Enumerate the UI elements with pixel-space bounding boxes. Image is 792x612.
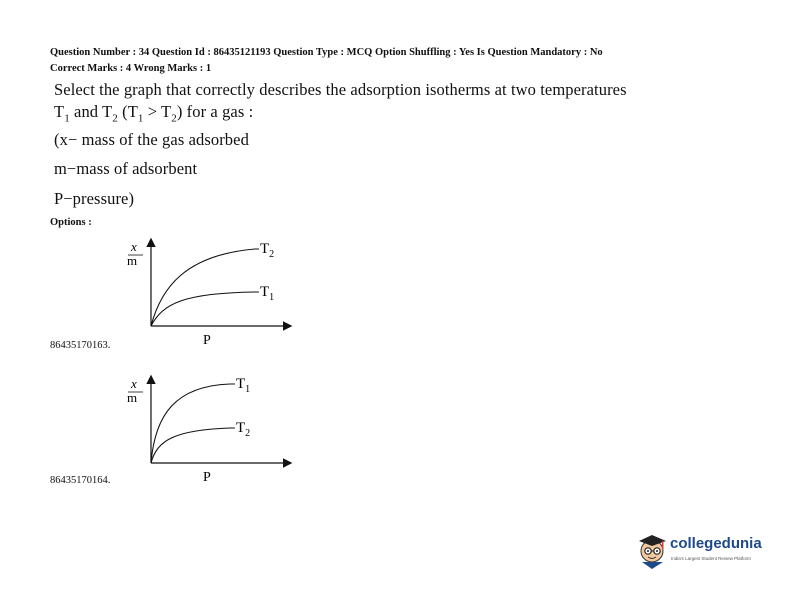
logo-tagline: India's Largest Student Review Platform [671, 556, 751, 561]
y-axis-label-numerator: x [131, 239, 137, 254]
upper-isotherm-curve [151, 384, 230, 463]
question-text-line-5: P−pressure) [54, 189, 135, 208]
lower-curve-label: $T_1$ [260, 284, 275, 303]
question-text-line-1: Select the graph that correctly describes the adsorption isotherms at two temperatures [54, 80, 627, 99]
x-axis-label: P [203, 333, 211, 348]
question-meta-line-1: Question Number : 34 Question Id : 86435121193 Question Type : MCQ Option Shuffling : Yes Is Question Mandatory : No [50, 47, 603, 58]
upper-curve-label: $T_2$ [260, 241, 275, 260]
option-1-graph[interactable] [115, 233, 315, 348]
mascot-icon [636, 531, 670, 571]
upper-isotherm-curve [151, 249, 255, 326]
question-text-line-2: $T_1$ and $T_2$ $(T_1 > T_2)$ for a gas : [54, 102, 254, 125]
lower-isotherm-curve [151, 428, 230, 463]
question-meta-line-2: Correct Marks : 4 Wrong Marks : 1 [50, 63, 212, 74]
question-text-line-3: (x− mass of the gas adsorbed [54, 130, 249, 149]
question-text-line-4: m−mass of adsorbent [54, 159, 198, 178]
option-2-id: 86435170164. [50, 475, 111, 486]
lower-curve-label: $T_2$ [236, 420, 251, 439]
y-axis-label-denominator: m [127, 253, 138, 268]
logo-wordmark: collegedunia [670, 535, 762, 552]
y-axis-label-denominator: m [127, 390, 138, 405]
upper-curve-label: $T_1$ [236, 376, 251, 395]
collegedunia-logo[interactable] [636, 531, 766, 571]
option-2-graph[interactable] [115, 370, 315, 485]
x-axis-label: P [203, 470, 211, 485]
option-1-id: 86435170163. [50, 340, 111, 351]
y-axis-label-numerator: x [131, 376, 137, 391]
lower-isotherm-curve [151, 292, 255, 326]
options-label: Options : [50, 217, 92, 228]
